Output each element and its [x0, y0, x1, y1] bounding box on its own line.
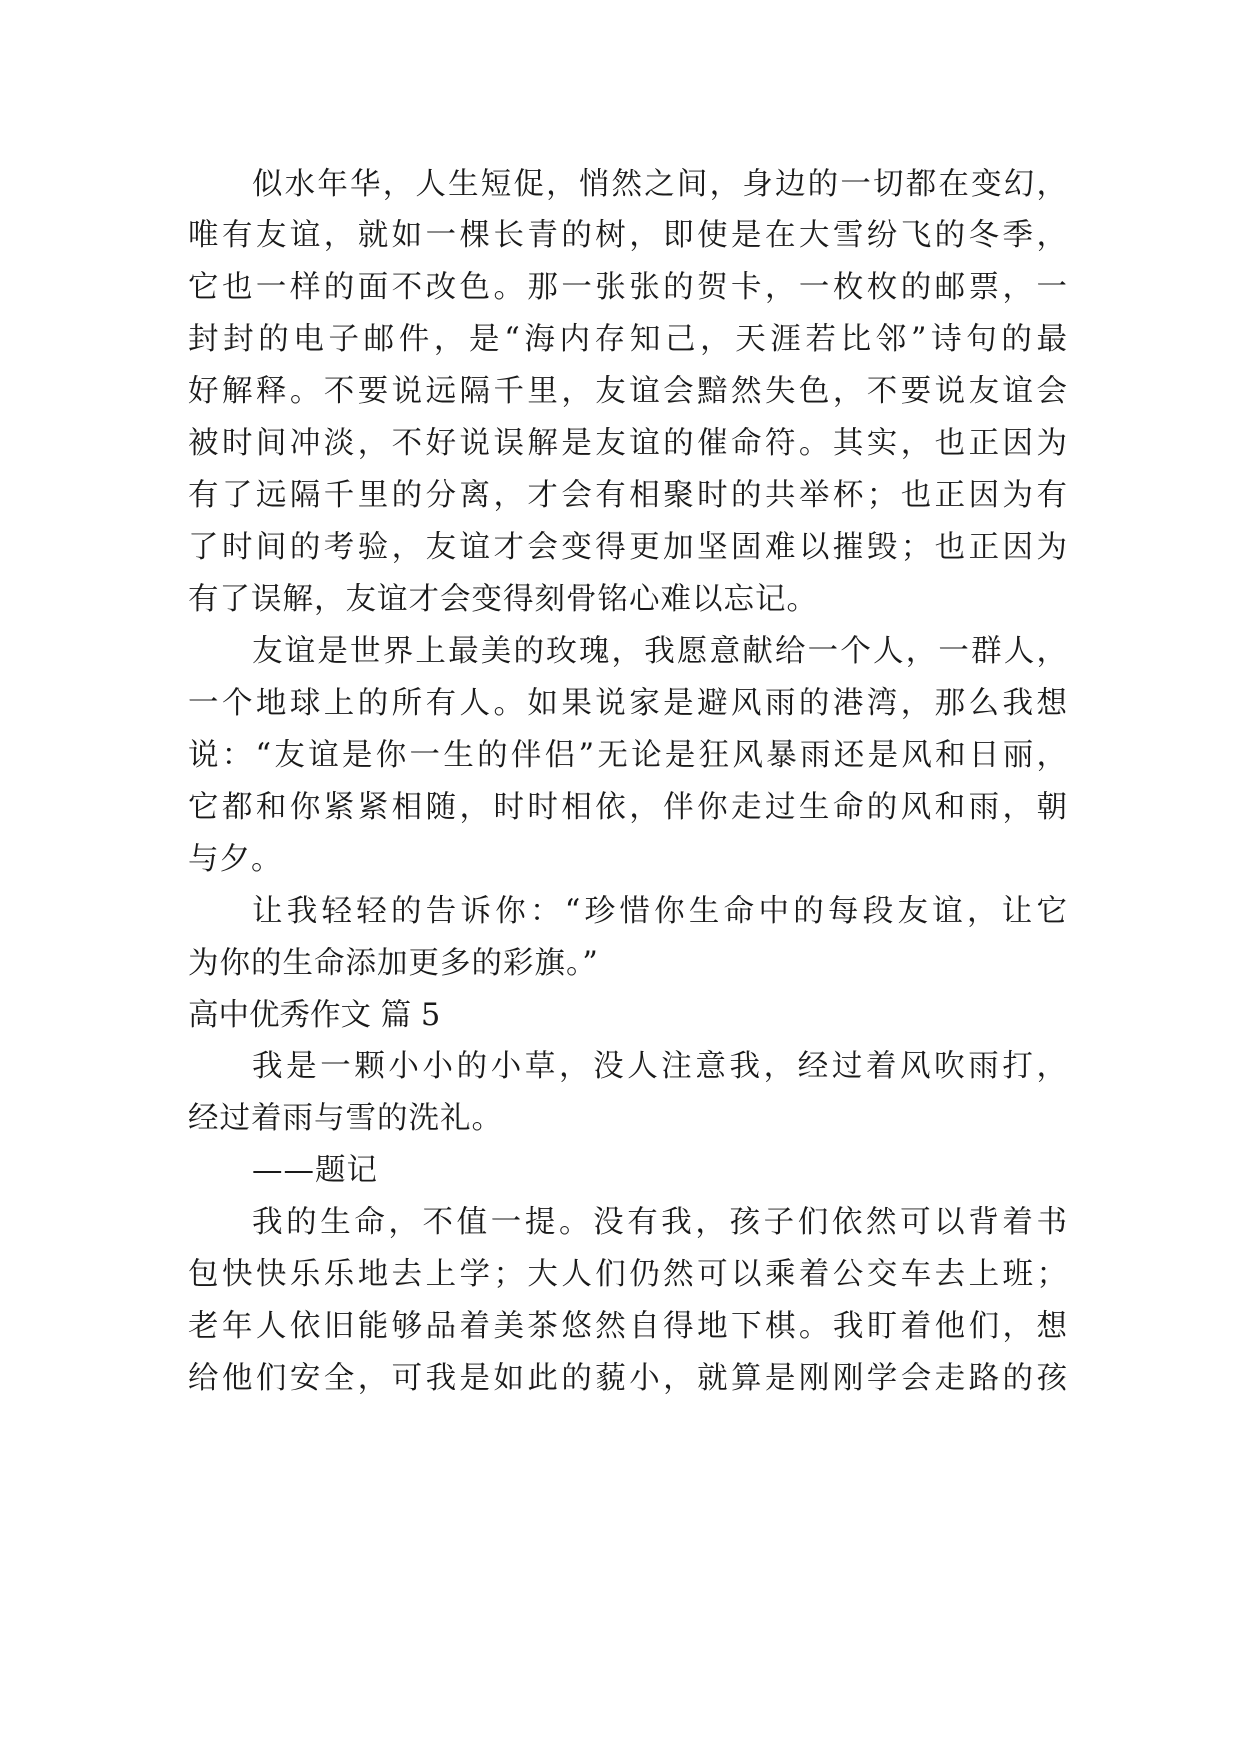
text-line: 它也一样的面不改色。那一张张的贺卡，一枚枚的邮票，一 — [188, 270, 1068, 305]
text-line: 似水年华，人生短促，悄然之间，身边的一切都在变幻， — [252, 167, 1068, 202]
section-heading: 高中优秀作文 篇 5 — [188, 998, 441, 1033]
text-line: 有了误解，友谊才会变得刻骨铭心难以忘记。 — [188, 582, 818, 617]
text-line: 我是一颗小小的小草，没人注意我，经过着风吹雨打， — [252, 1049, 1068, 1084]
text-line: 了时间的考验，友谊才会变得更加坚固难以摧毁；也正因为 — [188, 530, 1068, 565]
text-line: 与夕。 — [188, 842, 283, 877]
text-line: 老年人依旧能够品着美茶悠然自得地下棋。我盯着他们，想 — [188, 1309, 1068, 1344]
text-line: 它都和你紧紧相随，时时相依，伴你走过生命的风和雨，朝 — [188, 790, 1068, 825]
text-line: 经过着雨与雪的洗礼。 — [188, 1101, 503, 1136]
text-line: 被时间冲淡，不好说误解是友谊的催命符。其实，也正因为 — [188, 426, 1068, 461]
text-line: 有了远隔千里的分离，才会有相聚时的共举杯；也正因为有 — [188, 478, 1068, 513]
text-line: 好解释。不要说远隔千里，友谊会黯然失色，不要说友谊会 — [188, 374, 1068, 409]
text-line: 唯有友谊，就如一棵长青的树，即使是在大雪纷飞的冬季， — [188, 218, 1068, 253]
text-line: 说：“友谊是你一生的伴侣”无论是狂风暴雨还是风和日丽， — [188, 738, 1068, 773]
text-line: 为你的生命添加更多的彩旗。” — [188, 946, 599, 981]
text-line: 封封的电子邮件，是“海内存知己，天涯若比邻”诗句的最 — [188, 322, 1068, 357]
text-line: 友谊是世界上最美的玫瑰，我愿意献给一个人，一群人， — [252, 634, 1068, 669]
text-line: 一个地球上的所有人。如果说家是避风雨的港湾，那么我想 — [188, 686, 1068, 721]
text-line: 包快快乐乐地去上学；大人们仍然可以乘着公交车去上班； — [188, 1257, 1068, 1292]
epigraph-attribution: ——题记 — [252, 1153, 378, 1188]
text-line: 我的生命，不值一提。没有我，孩子们依然可以背着书 — [252, 1205, 1068, 1240]
text-line: 让我轻轻的告诉你：“珍惜你生命中的每段友谊，让它 — [252, 894, 1068, 929]
text-line: 给他们安全，可我是如此的藐小，就算是刚刚学会走路的孩 — [188, 1361, 1068, 1396]
